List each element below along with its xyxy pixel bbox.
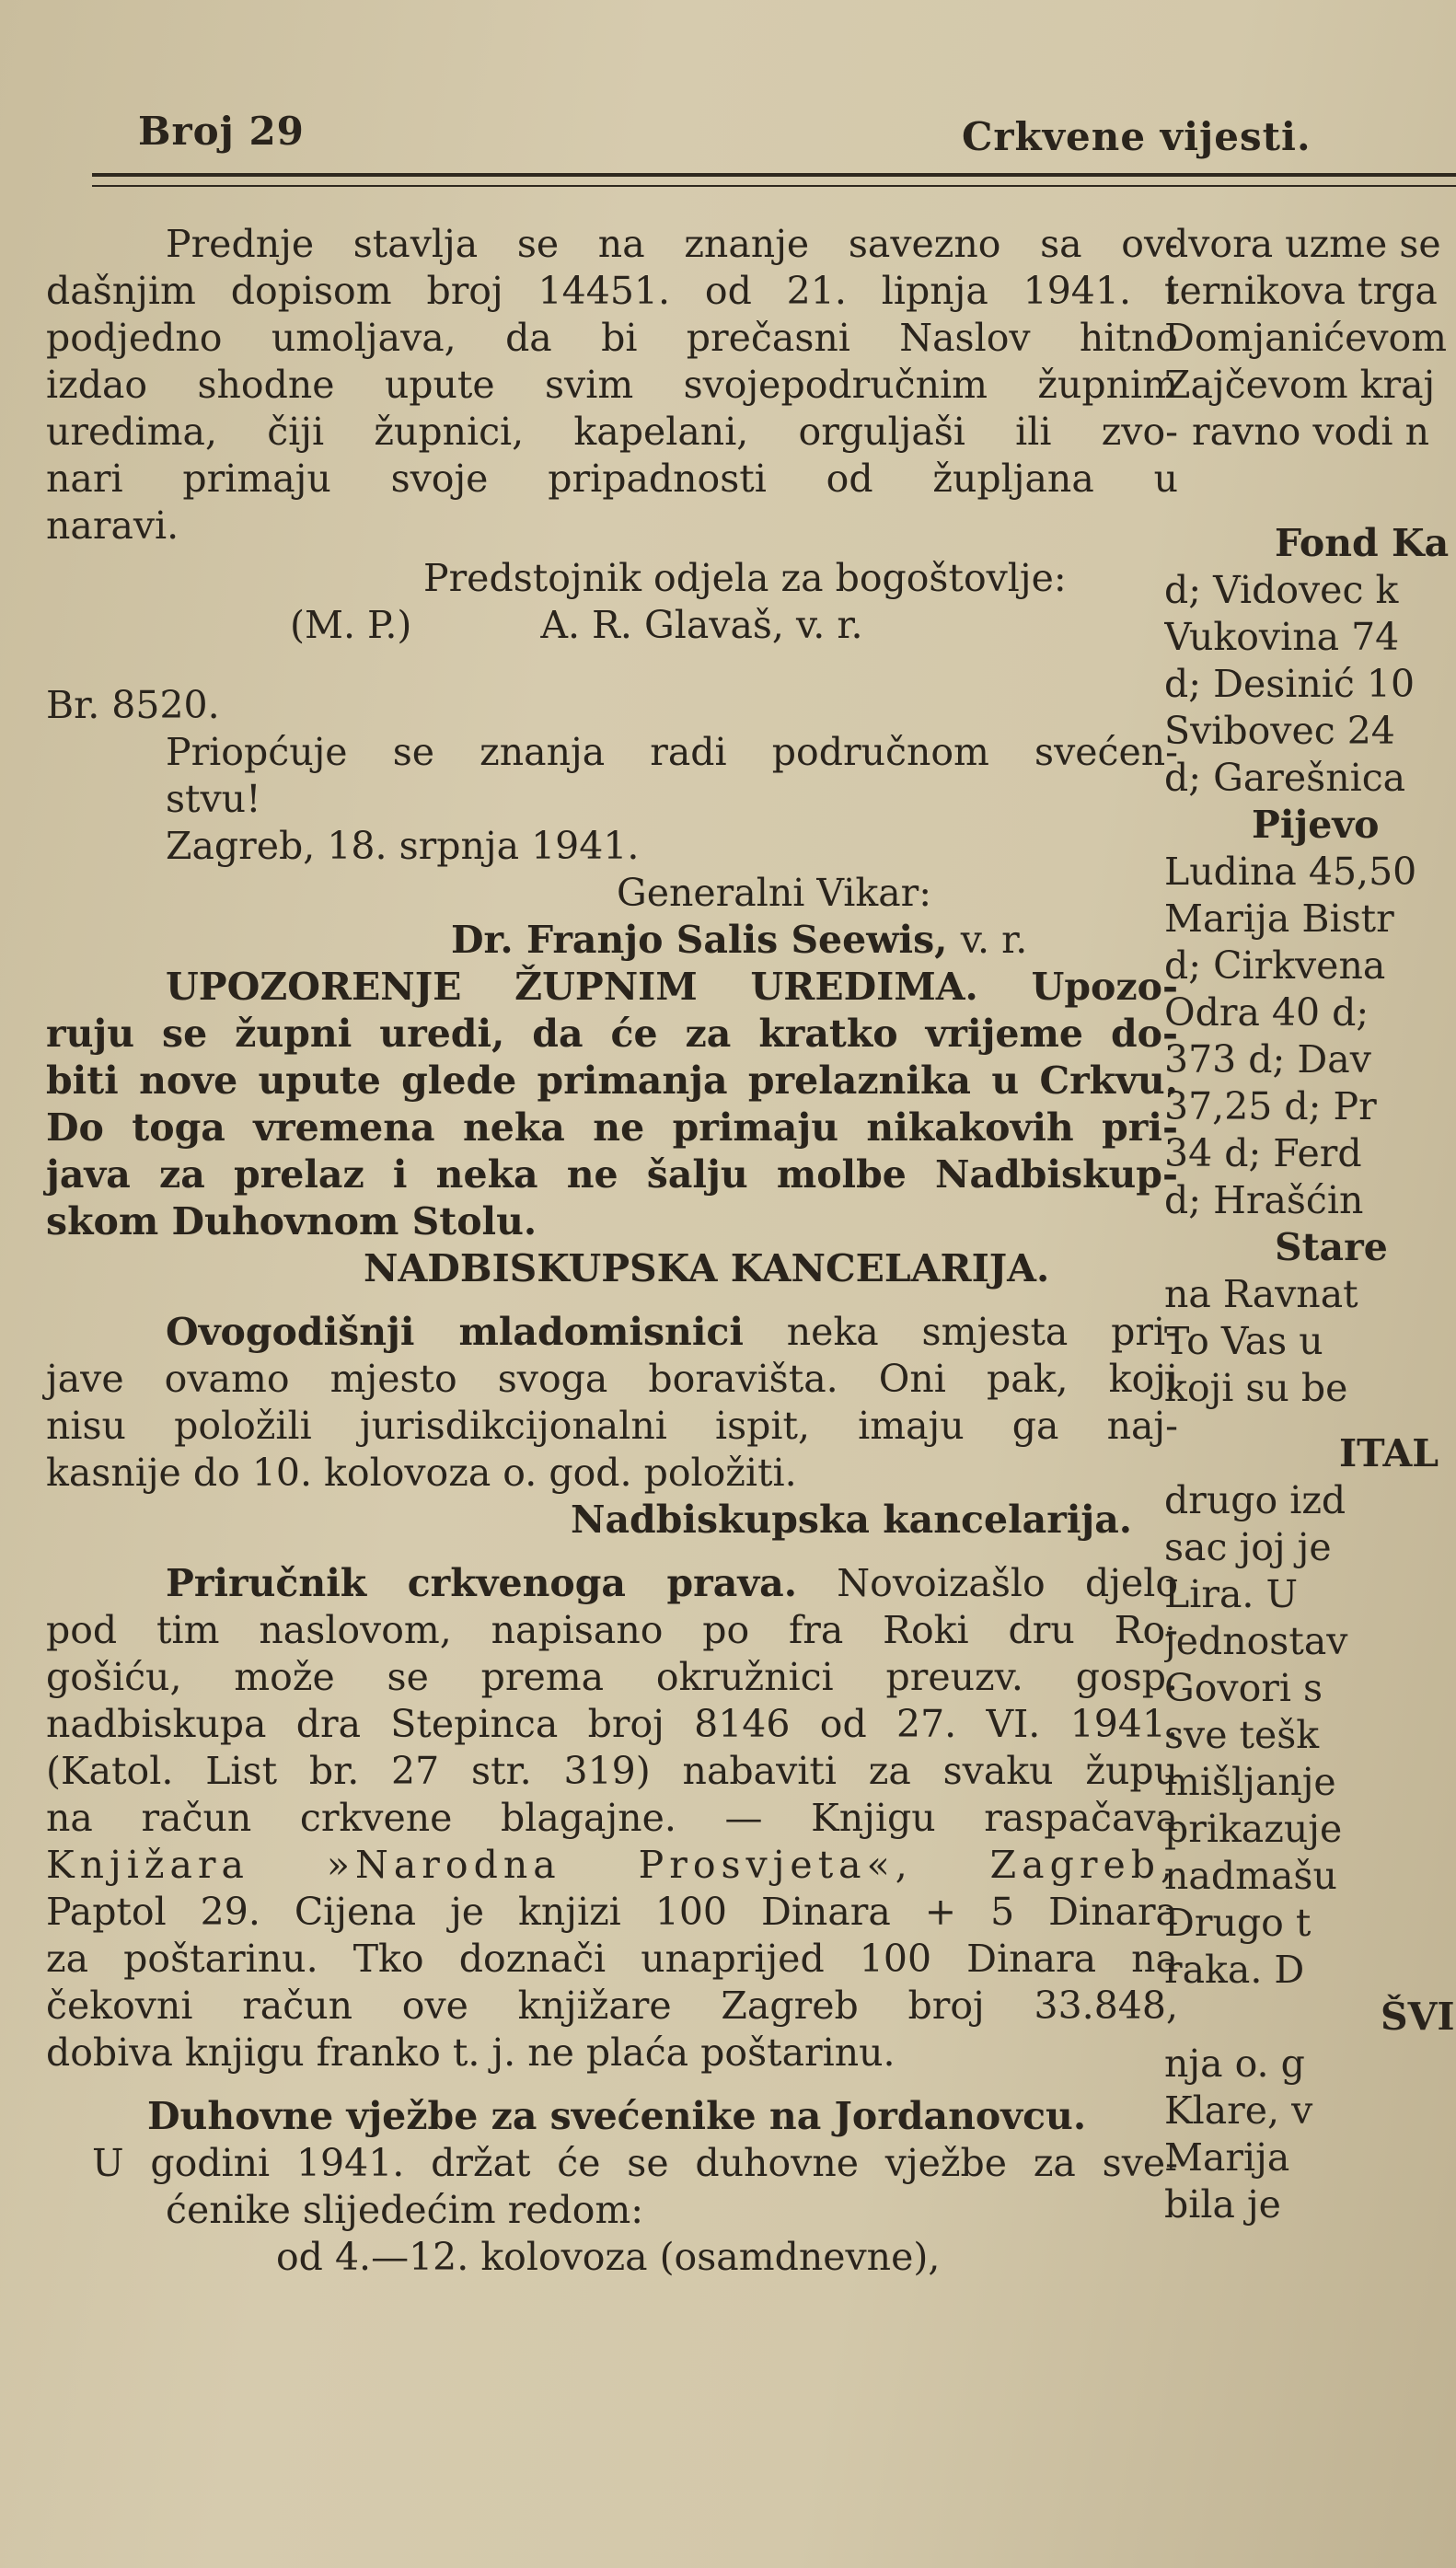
text-line: uredima, čiji župnici, kapelani, orguljaši ili zvo- — [46, 410, 1178, 454]
section-heading: Priručnik crkvenoga prava. — [166, 1561, 797, 1605]
text-line: U godini 1941. držat će se duhovne vježbe za sve- — [92, 2141, 1178, 2185]
text-line: Marija Bistr — [1164, 896, 1394, 941]
text-line: nari primaju svoje pripadnosti od župljana u — [46, 457, 1178, 501]
journal-title: Crkvene vijesti. — [962, 114, 1312, 159]
date-line: Zagreb, 18. srpnja 1941. — [166, 824, 640, 868]
signature-title: Predstojnik odjela za bogoštovlje: — [423, 556, 1067, 600]
text-line: Vukovina 74 — [1164, 615, 1400, 659]
text-line — [46, 1560, 1178, 1607]
text-line: drugo izd — [1164, 1478, 1346, 1522]
text-line: kasnije do 10. kolovoza o. god. položiti. — [46, 1451, 797, 1495]
text-line: ruju se župni uredi, da će za kratko vrijeme do- — [46, 1012, 1178, 1056]
text-line: Drugo t — [1164, 1901, 1312, 1945]
text-line: ternikova trga — [1164, 269, 1438, 313]
text-line: Lira. U — [1164, 1572, 1299, 1616]
text-line: sac joj je — [1164, 1525, 1332, 1569]
text-line: java za prelaz i neka ne šalju molbe Nadbiskup- — [46, 1152, 1178, 1197]
text-line: To Vas u — [1164, 1319, 1323, 1363]
text-line: Ludina 45,50 — [1164, 850, 1417, 894]
text-line: jave ovamo mjesto svoga boravišta. Oni pak, koji — [46, 1357, 1178, 1401]
signature-title: Generalni Vikar: — [617, 871, 932, 915]
signature-name: Dr. Franjo Salis Seewis, — [451, 918, 948, 962]
text-line: čekovni račun ove knjižare Zagreb broj 33.848, — [46, 1984, 1178, 2028]
section-heading: ŠVI — [1381, 1995, 1455, 2039]
retreat-notice — [46, 2093, 1178, 2281]
text-line: nadmašu — [1164, 1854, 1337, 1898]
text-line: pod tim naslovom, napisano po fra Roki dru Ro- — [46, 1608, 1178, 1652]
text-line: Do toga vremena neka ne primaju nikakovih pri- — [46, 1105, 1178, 1150]
handbook-notice — [46, 1560, 1178, 2076]
text-line: gošiću, može se prema okružnici preuzv. gosp. — [46, 1655, 1178, 1699]
text-line: jednostav — [1164, 1619, 1348, 1663]
chancery-heading: NADBISKUPSKA KANCELARIJA. — [364, 1246, 1050, 1290]
section-heading: Ovogodišnji mladomisnici — [166, 1310, 744, 1354]
text-line: Priopćuje se znanja radi područnom svećen- — [166, 730, 1178, 774]
text-line: na Ravnat — [1164, 1272, 1358, 1316]
section-heading: Stare — [1275, 1225, 1388, 1269]
signature-line — [46, 917, 1178, 964]
text-line: Domjanićevom — [1164, 316, 1448, 360]
text-line: d; Hrašćin — [1164, 1178, 1364, 1222]
text-line: stvu! — [166, 777, 261, 821]
reference-number: Br. 8520. — [46, 683, 220, 727]
text-line: 373 d; Dav — [1164, 1037, 1371, 1082]
text-line: Prednje stavlja se na znanje savezno sa ov- — [166, 222, 1178, 266]
chancery-signature: Nadbiskupska kancelarija. — [571, 1498, 1133, 1542]
text-line: sve tešk — [1164, 1713, 1320, 1757]
text-line: Knjižara »Narodna Prosvjeta«, Zagreb, — [46, 1843, 1178, 1887]
text-line: na račun crkvene blagajne. — Knjigu raspačava — [46, 1796, 1178, 1840]
text-line: ravno vodi n — [1192, 410, 1429, 454]
text-line: mišljanje — [1164, 1760, 1336, 1804]
text-line: d; Desinić 10 — [1164, 662, 1416, 706]
issue-number: Broj 29 — [138, 109, 305, 154]
text-line: skom Duhovnom Stolu. — [46, 1199, 537, 1244]
notice-paragraph — [46, 221, 1178, 549]
text-line: 34 d; Ferd — [1164, 1131, 1362, 1175]
warning-notice — [46, 964, 1178, 1245]
text-line: Klare, v — [1164, 2088, 1313, 2133]
text-line: dvora uzme se — [1164, 222, 1441, 266]
signature-name: A. R. Glavaš, v. r. — [540, 603, 863, 647]
text-span: Novoizašlo djelo — [837, 1561, 1178, 1605]
text-line: d; Cirkvena — [1164, 943, 1386, 988]
text-line: podjedno umoljava, da bi prečasni Naslov hitno — [46, 316, 1178, 360]
signature-suffix: v. r. — [960, 918, 1028, 962]
text-line: nadbiskupa dra Stepinca broj 8146 od 27. VI. 1941. — [46, 1702, 1178, 1746]
text-line: d; Garešnica — [1164, 756, 1406, 800]
text-line: d; Vidovec k — [1164, 568, 1399, 612]
text-line — [46, 1309, 1178, 1356]
text-line: 37,25 d; Pr — [1164, 1084, 1377, 1128]
left-column — [46, 221, 1178, 2281]
signature-line — [46, 602, 1178, 649]
text-line: naravi. — [46, 503, 179, 548]
text-line: prikazuje — [1164, 1807, 1343, 1851]
right-column — [1164, 221, 1456, 2228]
text-line: Paptol 29. Cijena je knjizi 100 Dinara + 5 Dinara — [46, 1890, 1178, 1934]
section-heading: Fond Ka — [1275, 521, 1450, 565]
text-line: ćenike slijedećim redom: — [166, 2188, 644, 2232]
text-line: dašnjim dopisom broj 14451. od 21. lipnja 1941. i — [46, 269, 1178, 313]
text-line: bila je — [1164, 2182, 1281, 2227]
text-line: raka. D — [1164, 1948, 1305, 1992]
text-line: od 4.—12. kolovoza (osamdnevne), — [276, 2235, 941, 2279]
text-line: dobiva knjigu franko t. j. ne plaća poštarinu. — [46, 2030, 896, 2075]
section-heading: Duhovne vježbe za svećenike na Jordanovcu. — [147, 2094, 1087, 2138]
text-line: Svibovec 24 — [1164, 709, 1395, 753]
text-line: Odra 40 d; — [1164, 990, 1369, 1035]
text-line: koji su be — [1164, 1366, 1348, 1410]
text-span: neka smjesta pri- — [786, 1310, 1178, 1354]
text-line: UPOZORENJE ŽUPNIM UREDIMA. Upozo- — [166, 965, 1178, 1009]
text-line: izdao shodne upute svim svojepodručnim župnim — [46, 363, 1178, 407]
new-priests-notice — [46, 1309, 1178, 1497]
section-heading: ITAL — [1339, 1431, 1439, 1475]
text-line: nisu položili jurisdikcijonalni ispit, imaju ga naj- — [46, 1404, 1178, 1448]
text-line: za poštarinu. Tko doznači unaprijed 100 Dinara na — [46, 1937, 1178, 1981]
text-line: Zajčevom kraj — [1164, 363, 1436, 407]
text-line: nja o. g — [1164, 2042, 1305, 2086]
text-line: (Katol. List br. 27 str. 319) nabaviti za svaku župu — [46, 1749, 1178, 1793]
header-rule — [92, 173, 1456, 187]
text-line: biti nove upute glede primanja prelaznika u Crkvu. — [46, 1058, 1178, 1103]
text-line: Marija — [1164, 2135, 1290, 2180]
seal-mark: (M. P.) — [290, 603, 412, 647]
text-line: Govori s — [1164, 1666, 1323, 1710]
section-heading: Pijevo — [1252, 803, 1380, 847]
